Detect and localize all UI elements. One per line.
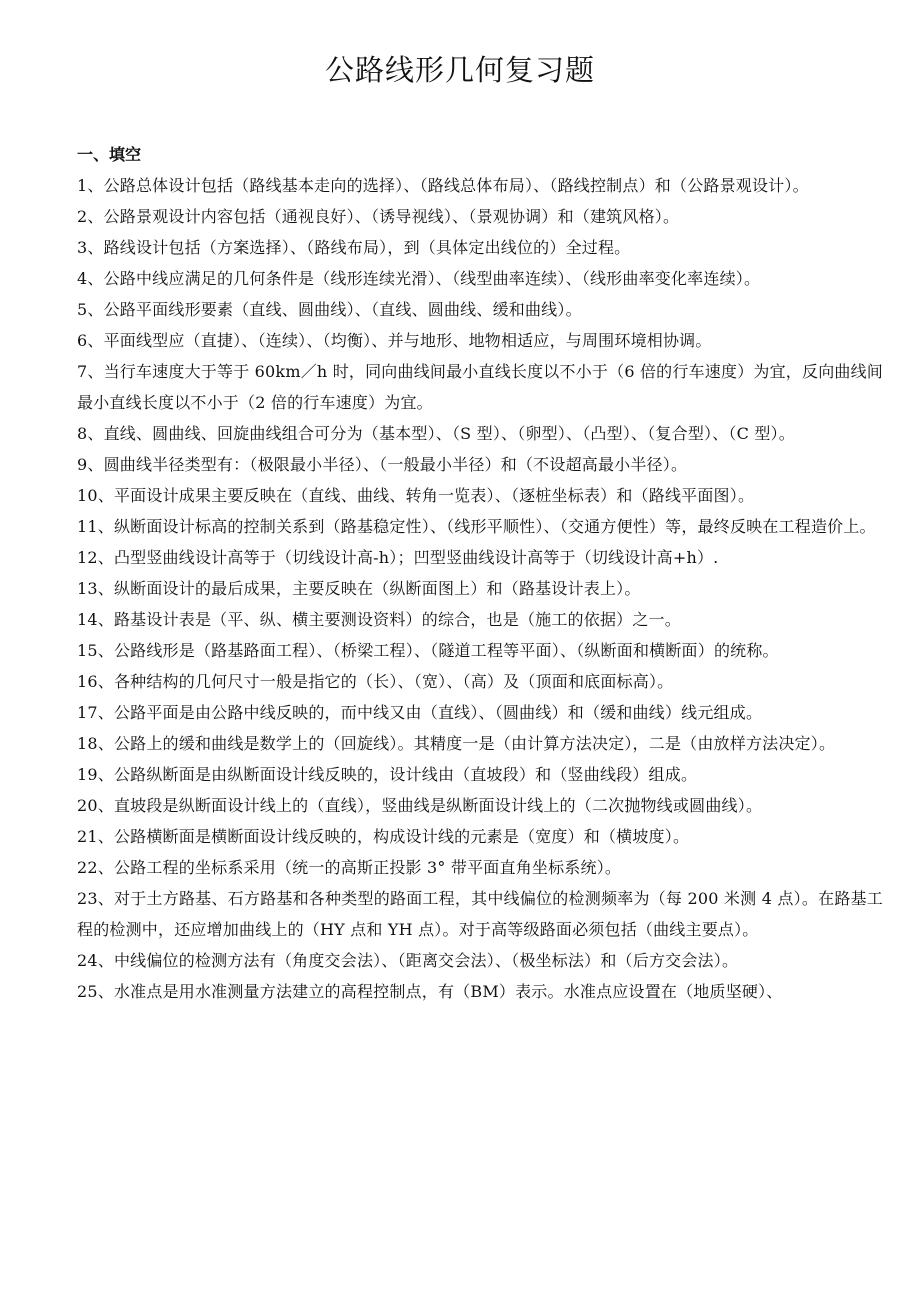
question-item: 5、公路平面线形要素（直线、圆曲线）、（直线、圆曲线、缓和曲线）。 bbox=[77, 300, 582, 319]
question-item: 20、直坡段是纵断面设计线上的（直线），竖曲线是纵断面设计线上的（二次抛物线或圆曲线）。 bbox=[77, 796, 763, 815]
question-item: 4、公路中线应满足的几何条件是（线形连续光滑）、（线型曲率连续）、（线形曲率变化率连续）。 bbox=[77, 269, 761, 288]
question-item: 6、平面线型应（直捷）、（连续）、（均衡）、并与地形、地物相适应，与周围环境相协调。 bbox=[77, 331, 712, 350]
question-item: 3、路线设计包括（方案选择）、（路线布局），到（具体定出线位的）全过程。 bbox=[77, 238, 631, 257]
question-item: 16、各种结构的几何尺寸一般是指它的（长）、（宽）、（高）及（顶面和底面标高）。 bbox=[77, 672, 674, 691]
question-item: 2、公路景观设计内容包括（通视良好）、（诱导视线）、（景观协调）和（建筑风格）。 bbox=[77, 207, 680, 226]
question-item: 17、公路平面是由公路中线反映的，而中线又由（直线）、（圆曲线）和（缓和曲线）线元组成。 bbox=[77, 703, 763, 722]
document-title: 公路线形几何复习题 bbox=[324, 53, 595, 87]
question-item: 1、公路总体设计包括（路线基本走向的选择）、（路线总体布局）、（路线控制点）和（公路景观设计）。 bbox=[77, 176, 809, 195]
question-item: 18、公路上的缓和曲线是数学上的（回旋线）。其精度一是（由计算方法决定），二是（由放样方法决定）。 bbox=[77, 734, 836, 753]
section-heading: 一、填空 bbox=[77, 145, 142, 164]
document-body bbox=[77, 139, 883, 1007]
question-item: 22、公路工程的坐标系采用（统一的高斯正投影 3° 带平面直角坐标系统）。 bbox=[77, 858, 622, 877]
question-item: 8、直线、圆曲线、回旋曲线组合可分为（基本型）、（S 型）、（卵型）、（凸型）、（复合型）、（C 型）。 bbox=[77, 424, 795, 443]
question-item: 25、水准点是用水准测量方法建立的高程控制点，有（BM）表示。水准点应设置在（地质坚硬）、 bbox=[77, 982, 783, 1001]
question-item: 7、当行车速度大于等于 60km／h 时，同向曲线间最小直线长度以不小于（6 倍的行车速度）为宜，反向曲线间最小直线长度以不小于（2 倍的行车速度）为宜。 bbox=[77, 362, 883, 412]
question-item: 15、公路线形是（路基路面工程）、（桥梁工程）、（隧道工程等平面）、（纵断面和横断面）的统称。 bbox=[77, 641, 779, 660]
question-item: 14、路基设计表是（平、纵、横主要测设资料）的综合，也是（施工的依据）之一。 bbox=[77, 610, 681, 629]
question-item: 24、中线偏位的检测方法有（角度交会法）、（距离交会法）、（极坐标法）和（后方交会法）。 bbox=[77, 951, 739, 970]
question-item: 23、对于土方路基、石方路基和各种类型的路面工程，其中线偏位的检测频率为（每 200 米测 4 点）。在路基工程的检测中，还应增加曲线上的（HY 点和 YH 点）。对于高等级路面必须包括（曲线主要点）。 bbox=[77, 889, 883, 939]
question-item: 12、凸型竖曲线设计高等于（切线设计高-h）；凹型竖曲线设计高等于（切线设计高+h）. bbox=[77, 548, 719, 567]
question-item: 21、公路横断面是横断面设计线反映的，构成设计线的元素是（宽度）和（横坡度）。 bbox=[77, 827, 690, 846]
question-item: 10、平面设计成果主要反映在（直线、曲线、转角一览表）、（逐桩坐标表）和（路线平面图）。 bbox=[77, 486, 755, 505]
question-item: 19、公路纵断面是由纵断面设计线反映的，设计线由（直坡段）和（竖曲线段）组成。 bbox=[77, 765, 698, 784]
question-item: 9、圆曲线半径类型有：（极限最小半径）、（一般最小半径）和（不设超高最小半径）。 bbox=[77, 455, 688, 474]
question-item: 11、纵断面设计标高的控制关系到（路基稳定性）、（线形平顺性）、（交通方便性）等，最终反映在工程造价上。 bbox=[77, 517, 876, 536]
question-item: 13、纵断面设计的最后成果，主要反映在（纵断面图上）和（路基设计表上）。 bbox=[77, 579, 641, 598]
